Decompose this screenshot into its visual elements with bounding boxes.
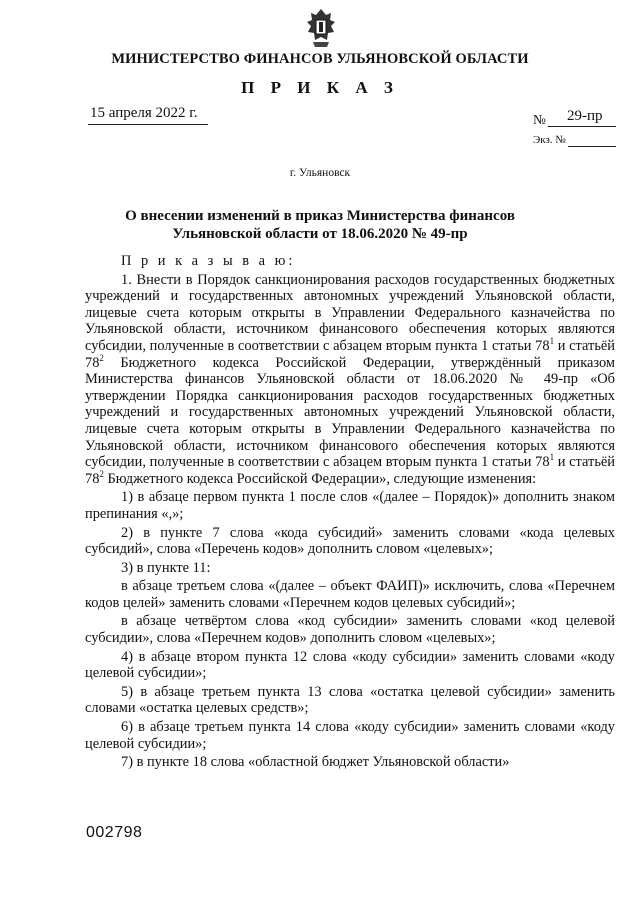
document-subject: О внесении изменений в приказ Министерства финансов Ульяновской области от 18.06.2020 № 49-пр	[125, 208, 515, 242]
amendment-item-2: 2) в пункте 7 слова «кода субсидий» заменить словами «кода целевых субсидий», слова «Перечень кодов» дополнить словом «целевых»;	[85, 524, 615, 558]
amendment-item-3a: в абзаце третьем слова «(далее – объект ФАИП)» исключить, слова «Перечнем кодов целей» заменить словами «Перечнем кодов целевых субсидий»;	[85, 578, 615, 611]
city: г. Ульяновск	[289, 167, 351, 179]
document-body	[85, 253, 615, 771]
ministry-name: МИНИСТЕРСТВО ФИНАНСОВ УЛЬЯНОВСКОЙ ОБЛАСТИ	[111, 51, 529, 67]
document-number: 29-пр	[567, 108, 603, 124]
amendment-item-3b: в абзаце четвёртом слова «код субсидии» заменить словами «код целевой субсидии», слова «Перечнем кодов» дополнить словом «целевых»;	[85, 613, 615, 647]
date-underline	[88, 124, 208, 125]
paragraph-1-text-a: 1. Внести в Порядок санкционирования расходов государственных бюджетных учреждений и государственных автономных учреждений Ульяновской области, лицевые счета которым открыты в Управлении Федерального казначейства по Ульяновской области, источником финансового обеспечения которых являются субсидии, полученные в соответствии с абзацем вторым пункта 1 статьи 78	[85, 271, 615, 354]
paragraph-1-text-e: Бюджетного кодекса Российской Федерации», следующие изменения:	[103, 470, 537, 487]
amendment-item-5: 5) в абзаце третьем пункта 13 слова «остатка целевой субсидии» заменить словами «остатка целевых средств»;	[85, 683, 615, 717]
number-label: №	[533, 112, 546, 127]
copy-number-underline	[568, 146, 616, 147]
amendment-item-7: 7) в пункте 18 слова «областной бюджет Ульяновской области»	[121, 754, 510, 771]
copy-number-label: Экз. №	[533, 134, 566, 146]
amendment-item-3: 3) в пункте 11:	[121, 559, 211, 576]
amendment-item-4: 4) в абзаце втором пункта 12 слова «коду субсидии» заменить словами «коду целевой субсидии»;	[85, 648, 615, 682]
superscript: 2	[99, 468, 104, 479]
number-underline	[548, 126, 616, 127]
superscript: 1	[549, 452, 555, 463]
document-type: П Р И К А З	[241, 78, 399, 97]
form-serial-number: 002798	[86, 824, 143, 841]
document-date: 15 апреля 2022 г.	[90, 105, 198, 121]
order-word: П р и к а з ы в а ю:	[121, 253, 296, 269]
superscript: 2	[99, 352, 104, 363]
superscript: 1	[549, 336, 555, 347]
paragraph-1-text-b: и статьёй 78	[85, 337, 615, 371]
coat-of-arms-icon	[301, 6, 341, 50]
amendment-item-1: 1) в абзаце первом пункта 1 после слов «(далее – Порядок)» дополнить знаком препинания «,»;	[85, 489, 615, 522]
paragraph-1-text-d: и статьёй 78	[85, 454, 615, 487]
amendment-item-6: 6) в абзаце третьем пункта 14 слова «коду субсидии» заменить словами «коду целевой субсидии»;	[85, 719, 615, 752]
paragraph-1-text-c: Бюджетного кодекса Российской Федерации, утверждённый приказом Министерства финансов Ульяновской области от 18.06.2020 № 49-пр «Об утверждении Порядка санкционирования расходов государственных бюджетных учреждений и государственных автономных учреждений Ульяновской области, лицевые счета которым открыты в Управлении Федерального казначейства по Ульяновской области, источником финансового обеспечения которых являются субсидии, полученные в соответствии с абзацем вторым пункта 1 статьи 78	[85, 354, 615, 471]
paragraph-1	[85, 272, 615, 488]
